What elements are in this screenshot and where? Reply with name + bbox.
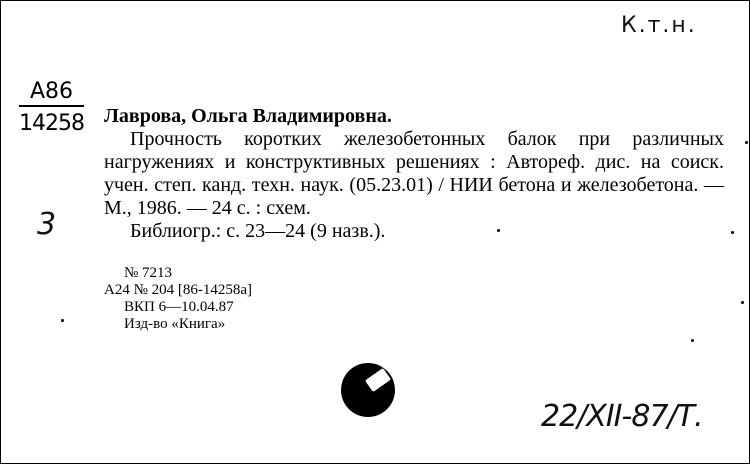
classification-code: А24 № 204 [86-14258а] xyxy=(104,282,253,298)
handwritten-date: 22/XII-87/Т. xyxy=(541,399,703,434)
card-metadata xyxy=(104,265,252,333)
shelfmark-line-1: А86 xyxy=(19,81,84,107)
record-number: № 7213 xyxy=(124,265,173,281)
bibliography-note: Библиогр.: с. 23—24 (9 назв.). xyxy=(130,220,386,242)
card-punch-hole xyxy=(341,363,395,417)
author-heading: Лаврова, Ольга Владимировна. xyxy=(104,105,392,127)
publisher-line: Изд-во «Книга» xyxy=(124,316,226,332)
bibliographic-entry xyxy=(104,105,724,243)
margin-handwritten-mark: 3 xyxy=(37,207,57,242)
title-description: Прочность коротких железобетонных балок при различных нагружениях и конструктивных решениях : Автореф. дис. на соиск. учен. степ. канд. техн. наук. (05.23.01) / НИИ бетона и железобетона. — М., 1986. — 24 с. : схем. xyxy=(104,128,724,219)
shelfmark xyxy=(19,81,84,135)
shelfmark-line-2: 14258 xyxy=(19,111,84,136)
corner-handwritten-note: К.т.н. xyxy=(621,13,697,38)
vkp-line: ВКП 6—10.04.87 xyxy=(124,299,234,315)
